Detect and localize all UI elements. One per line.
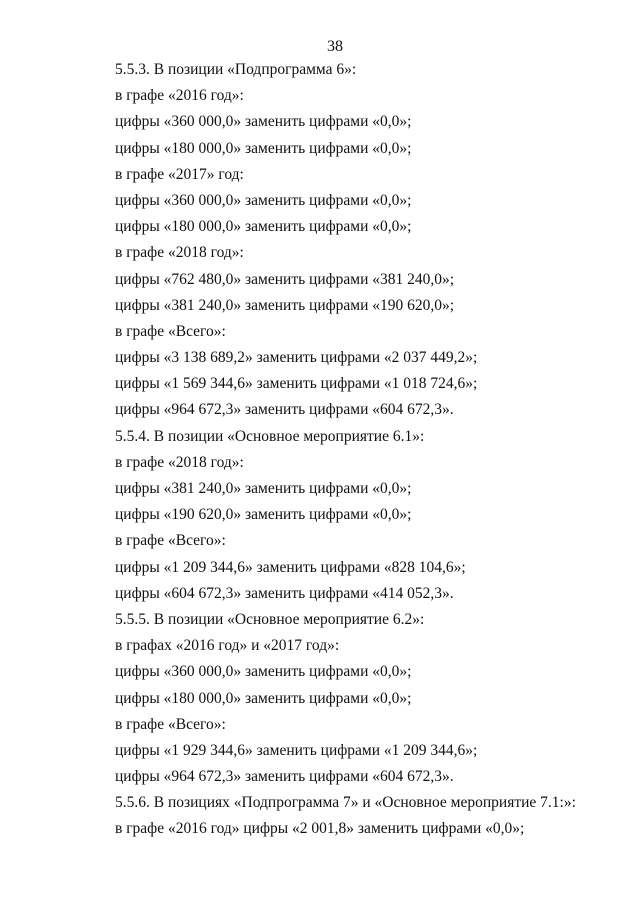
text-line: цифры «1 209 344,6» заменить цифрами «828 104,6»;	[115, 558, 466, 576]
text-line: цифры «3 138 689,2» заменить цифрами «2 037 449,2»;	[115, 349, 478, 367]
section-heading: 5.5.3. В позиции «Подпрограмма 6»:	[115, 61, 357, 78]
text-line: цифры «190 620,0» заменить цифрами «0,0»;	[115, 506, 412, 524]
text-line: цифры «604 672,3» заменить цифрами «414 052,3».	[115, 584, 454, 602]
text-line: в графе «2016 год»:	[115, 87, 244, 105]
text-line: цифры «180 000,0» заменить цифрами «0,0»;	[115, 218, 412, 236]
text-line: в графе «2016 год» цифры «2 001,8» заменить цифрами «0,0»;	[115, 820, 525, 838]
text-line: в графе «2018 год»:	[115, 244, 244, 262]
section-heading: 5.5.4. В позиции «Основное мероприятие 6.1»:	[115, 427, 425, 445]
text-line: цифры «964 672,3» заменить цифрами «604 672,3».	[115, 768, 454, 786]
text-line: цифры «360 000,0» заменить цифрами «0,0»;	[115, 191, 412, 209]
text-line: в графе «Всего»:	[115, 322, 226, 340]
page-number: 38	[327, 38, 343, 55]
text-line: цифры «381 240,0» заменить цифрами «190 620,0»;	[115, 296, 455, 314]
section-heading: 5.5.5. В позиции «Основное мероприятие 6.2»:	[115, 610, 425, 628]
text-line: цифры «1 569 344,6» заменить цифрами «1 018 724,6»;	[115, 375, 478, 393]
text-line: в графе «Всего»:	[115, 532, 226, 550]
text-line: цифры «1 929 344,6» заменить цифрами «1 209 344,6»;	[115, 741, 478, 759]
text-line: цифры «762 480,0» заменить цифрами «381 240,0»;	[115, 270, 455, 288]
text-line: в графах «2016 год» и «2017 год»:	[115, 637, 340, 655]
text-line: цифры «360 000,0» заменить цифрами «0,0»;	[115, 113, 412, 131]
text-line: цифры «180 000,0» заменить цифрами «0,0»;	[115, 139, 412, 157]
text-line: в графе «Всего»:	[115, 715, 226, 733]
document-body	[115, 57, 615, 843]
text-line: цифры «180 000,0» заменить цифрами «0,0»;	[115, 689, 412, 707]
section-heading: 5.5.6. В позициях «Подпрограмма 7» и «Основное мероприятие 7.1:»:	[115, 794, 576, 812]
text-line: цифры «360 000,0» заменить цифрами «0,0»;	[115, 663, 412, 681]
text-line: в графе «2017» год:	[115, 165, 244, 183]
text-line: цифры «964 672,3» заменить цифрами «604 672,3».	[115, 401, 454, 419]
text-line: цифры «381 240,0» заменить цифрами «0,0»;	[115, 480, 412, 497]
text-line: в графе «2018 год»:	[115, 453, 244, 471]
